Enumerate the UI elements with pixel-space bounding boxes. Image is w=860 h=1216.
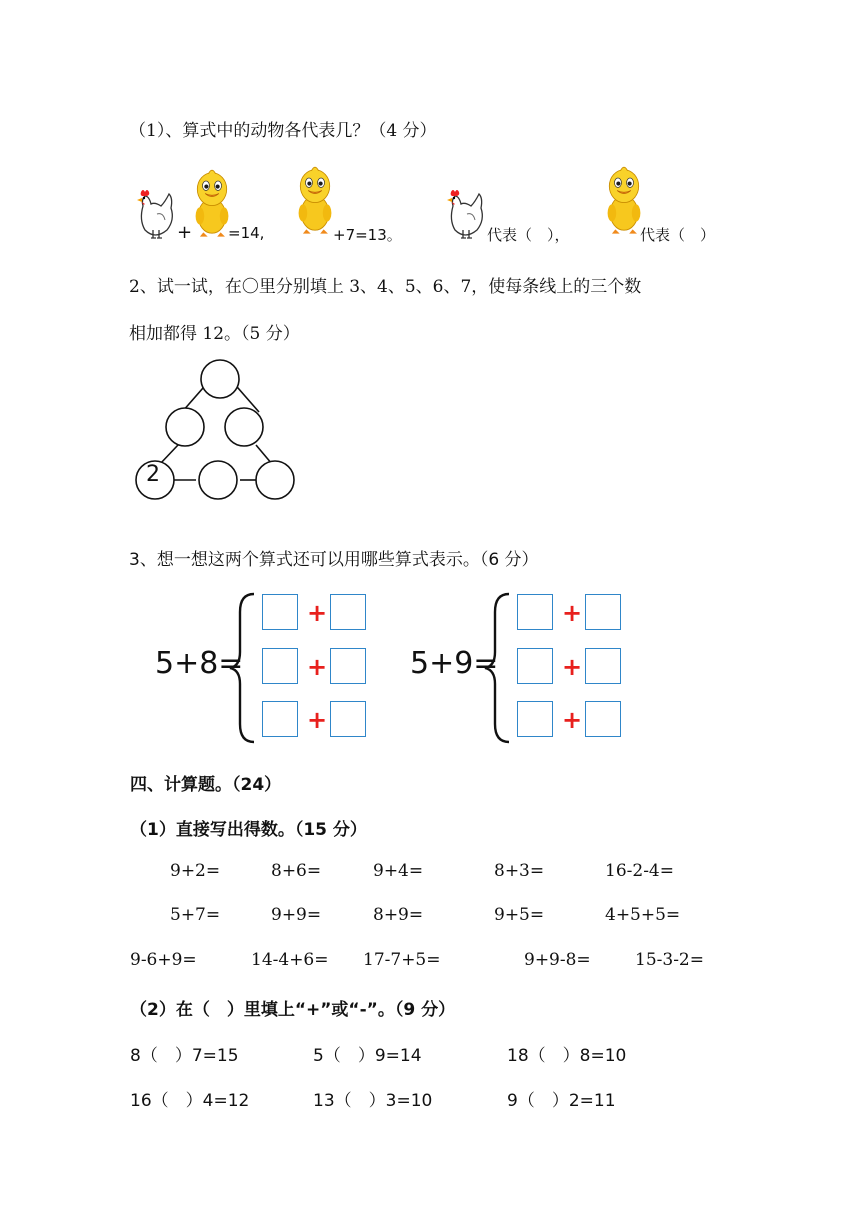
calc-item: 9+4= bbox=[373, 861, 424, 881]
section4-part2-title: （2）在（ ）里填上“+”或“-”。（9 分） bbox=[130, 1000, 456, 1020]
answer-box[interactable] bbox=[517, 701, 553, 737]
q1-eq2-result: +7=13。 bbox=[333, 226, 402, 244]
chick-icon bbox=[193, 163, 231, 243]
answer-box[interactable] bbox=[262, 648, 298, 684]
puzzle-circle-bottom-mid bbox=[199, 461, 237, 499]
answer-box[interactable] bbox=[262, 594, 298, 630]
plus-sign: + bbox=[562, 706, 583, 734]
answer-box[interactable] bbox=[262, 701, 298, 737]
q2-given-number: 2 bbox=[146, 462, 160, 487]
answer-box[interactable] bbox=[330, 648, 366, 684]
plus-sign: + bbox=[562, 599, 583, 627]
puzzle-circle-mid-right bbox=[225, 408, 263, 446]
calc-item: 14-4+6= bbox=[251, 950, 329, 970]
answer-box[interactable] bbox=[585, 701, 621, 737]
calc-item: 8+9= bbox=[373, 905, 424, 925]
fill-item[interactable]: 16（ ）4=12 bbox=[130, 1091, 250, 1111]
q2-line2: 相加都得 12。（5 分） bbox=[129, 324, 300, 344]
answer-box[interactable] bbox=[517, 648, 553, 684]
plus-sign: + bbox=[307, 706, 328, 734]
chick-icon bbox=[605, 160, 643, 240]
answer-box[interactable] bbox=[330, 594, 366, 630]
section4-part1-title: （1）直接写出得数。（15 分） bbox=[130, 820, 367, 840]
brace-right bbox=[483, 592, 513, 744]
fill-item[interactable]: 8（ ）7=15 bbox=[130, 1046, 239, 1066]
calc-item: 8+3= bbox=[494, 861, 545, 881]
puzzle-circle-mid-left bbox=[166, 408, 204, 446]
q1-chick-label: 代表（ ） bbox=[640, 226, 716, 244]
q1-title: （1）、算式中的动物各代表几？（4 分） bbox=[129, 121, 437, 141]
hen-icon bbox=[133, 184, 177, 244]
fill-item[interactable]: 9（ ）2=11 bbox=[507, 1091, 616, 1111]
answer-box[interactable] bbox=[585, 594, 621, 630]
puzzle-circle-top bbox=[201, 360, 239, 398]
q3-eq-right: 5+9= bbox=[410, 646, 499, 681]
answer-box[interactable] bbox=[585, 648, 621, 684]
hen-icon bbox=[443, 184, 487, 244]
fill-item[interactable]: 5（ ）9=14 bbox=[313, 1046, 422, 1066]
calc-item: 4+5+5= bbox=[605, 905, 681, 925]
puzzle-circle-bottom-right bbox=[256, 461, 294, 499]
q1-eq1-plus: + bbox=[177, 222, 193, 243]
plus-sign: + bbox=[562, 653, 583, 681]
plus-sign: + bbox=[307, 599, 328, 627]
fill-item[interactable]: 13（ ）3=10 bbox=[313, 1091, 433, 1111]
calc-item: 9+5= bbox=[494, 905, 545, 925]
answer-box[interactable] bbox=[330, 701, 366, 737]
calc-item: 5+7= bbox=[170, 905, 221, 925]
calc-item: 9+2= bbox=[170, 861, 221, 881]
section4-title: 四、计算题。（24） bbox=[130, 775, 282, 795]
calc-item: 17-7+5= bbox=[363, 950, 441, 970]
q3-title: 3、想一想这两个算式还可以用哪些算式表示。（6 分） bbox=[129, 550, 539, 570]
q1-eq1-result: =14, bbox=[228, 224, 265, 242]
q3-eq-left: 5+8= bbox=[155, 646, 244, 681]
brace-left bbox=[228, 592, 258, 744]
answer-box[interactable] bbox=[517, 594, 553, 630]
calc-item: 16-2-4= bbox=[605, 861, 674, 881]
q1-hen-label: 代表（ ）， bbox=[487, 226, 570, 244]
chick-icon bbox=[296, 160, 334, 240]
fill-item[interactable]: 18（ ）8=10 bbox=[507, 1046, 627, 1066]
calc-item: 9+9-8= bbox=[524, 950, 591, 970]
q2-line1: 2、试一试，在〇里分别填上 3、4、5、6、7，使每条线上的三个数 bbox=[129, 277, 642, 297]
calc-item: 15-3-2= bbox=[635, 950, 704, 970]
calc-item: 9+9= bbox=[271, 905, 322, 925]
plus-sign: + bbox=[307, 653, 328, 681]
calc-item: 8+6= bbox=[271, 861, 322, 881]
calc-item: 9-6+9= bbox=[130, 950, 197, 970]
